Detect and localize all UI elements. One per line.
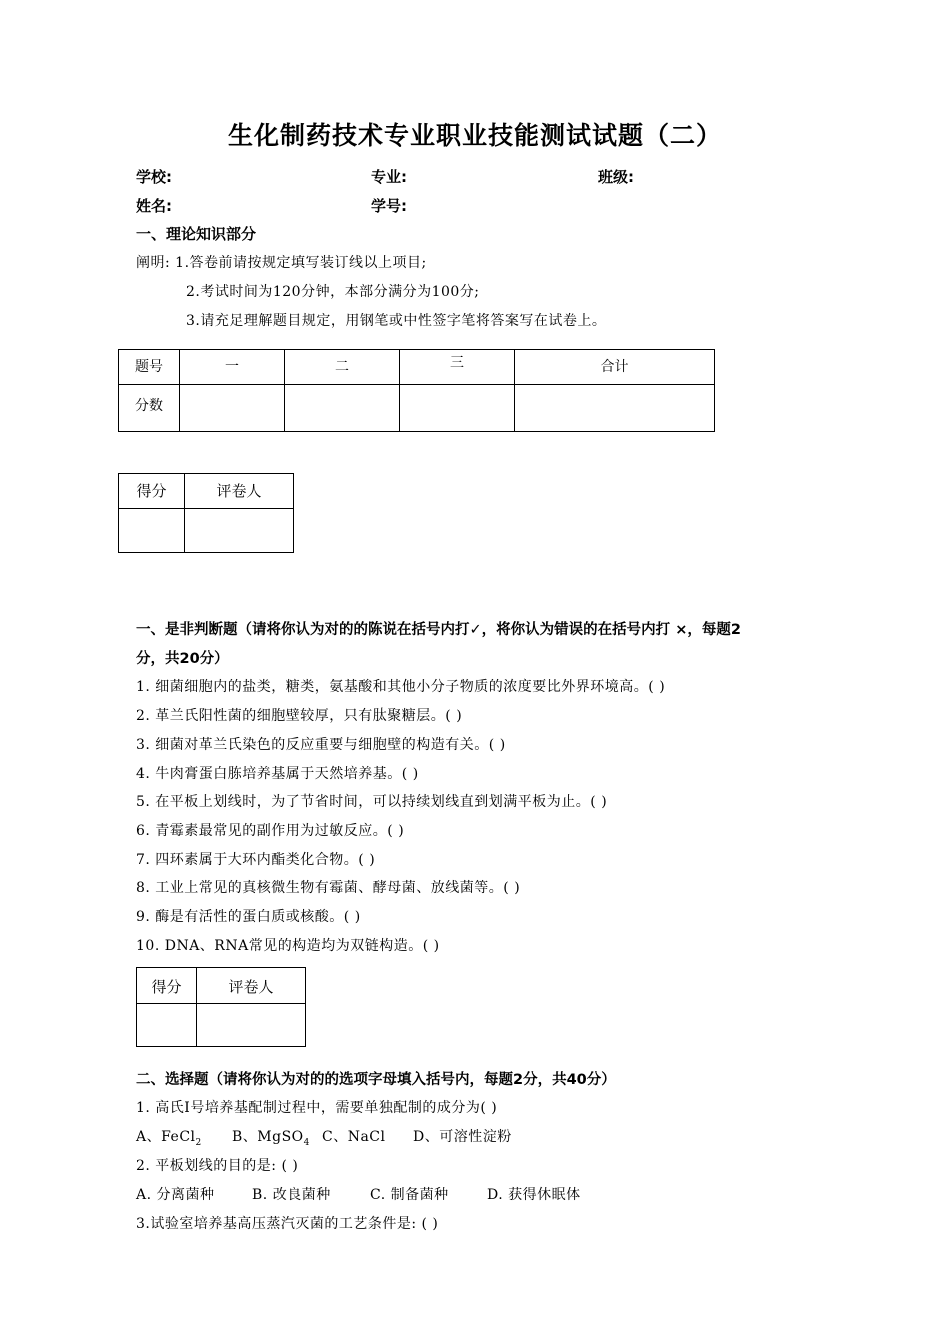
part2-q2-option-b: B. 改良菌种	[252, 1187, 331, 1203]
part2-question-1: 1. 高氏Ⅰ号培养基配制过程中，需要单独配制的成分为( )	[136, 1100, 498, 1116]
part1-item: 2. 革兰氏阳性菌的细胞壁较厚，只有肽聚糖层。( )	[136, 708, 463, 724]
grader-box-grader-cell[interactable]	[197, 1004, 306, 1047]
option-subscript: 2	[195, 1137, 202, 1148]
note-3: 3.请充足理解题目规定，用钢笔或中性签字笔将答案写在试卷上。	[186, 313, 607, 329]
note-2: 2.考试时间为120分钟，本部分满分为100分;	[186, 284, 480, 300]
section-theory-heading: 一、理论知识部分	[136, 225, 257, 243]
page-title: 生化制药技术专业职业技能测试试题（二）	[227, 121, 722, 150]
part2-question-3: 3.试验室培养基高压蒸汽灭菌的工艺条件是: ( )	[136, 1216, 439, 1232]
grader-box-grader-label: 评卷人	[185, 474, 294, 509]
part1-item: 8. 工业上常见的真核微生物有霉菌、酵母菌、放线菌等。( )	[136, 880, 521, 896]
score-cell[interactable]	[180, 385, 285, 432]
grader-box	[118, 473, 294, 553]
student-id-label: 学号:	[371, 197, 407, 215]
score-cell[interactable]	[515, 385, 715, 432]
score-table-header-cell: 题号	[119, 350, 180, 385]
major-label: 专业:	[371, 168, 407, 186]
part2-q1-option-b	[232, 1126, 310, 1148]
school-label: 学校:	[136, 168, 172, 186]
grader-box-grader-label: 评卷人	[197, 968, 306, 1004]
option-text: A、FeCl	[136, 1129, 196, 1145]
grader-box-score-label: 得分	[137, 968, 197, 1004]
score-cell[interactable]	[400, 385, 515, 432]
name-label: 姓名:	[136, 197, 172, 215]
class-label: 班级:	[598, 168, 634, 186]
grader-box-score-cell[interactable]	[119, 509, 185, 553]
part2-q1-option-a	[136, 1126, 202, 1148]
part2-q1-option-d: D、可溶性淀粉	[413, 1129, 512, 1145]
score-table-row-label: 分数	[119, 385, 180, 432]
part1-item: 6. 青霉素最常见的副作用为过敏反应。( )	[136, 823, 405, 839]
part1-item: 9. 酶是有活性的蛋白质或核酸。( )	[136, 909, 361, 925]
grader-box	[136, 967, 306, 1047]
score-table-header-cell: 二	[285, 350, 400, 385]
grader-box-grader-cell[interactable]	[185, 509, 294, 553]
part1-heading-line2: 分，共20分）	[136, 651, 229, 667]
part1-item: 1. 细菌细胞内的盐类，糖类，氨基酸和其他小分子物质的浓度要比外界环境高。( )	[136, 679, 666, 695]
part2-heading: 二、选择题（请将你认为对的的选项字母填入括号内，每题2分，共40分）	[136, 1072, 616, 1088]
grader-box-score-label: 得分	[119, 474, 185, 509]
score-cell[interactable]	[285, 385, 400, 432]
part1-item: 10. DNA、RNA常见的构造均为双链构造。( )	[136, 938, 440, 954]
option-text: B、MgSO	[232, 1129, 304, 1145]
grader-box-score-cell[interactable]	[137, 1004, 197, 1047]
score-table-header-cell: 合计	[515, 350, 715, 385]
part1-heading-line1: 一、是非判断题（请将你认为对的的陈说在括号内打✓，将你认为错误的在括号内打 ×，每题2	[136, 622, 741, 638]
score-table-header-cell: 一	[180, 350, 285, 385]
score-table	[118, 349, 715, 432]
part1-item: 7. 四环素属于大环内酯类化合物。( )	[136, 852, 376, 868]
part2-question-2: 2. 平板划线的目的是: ( )	[136, 1158, 299, 1174]
note-1: 阐明: 1.答卷前请按规定填写装订线以上项目;	[136, 255, 427, 271]
part1-item: 3. 细菌对革兰氏染色的反应重要与细胞壁的构造有关。( )	[136, 737, 506, 753]
part2-q1-option-c: C、NaCl	[322, 1129, 386, 1145]
part2-q2-option-a: A. 分离菌种	[136, 1187, 215, 1203]
part2-q2-option-d: D. 获得休眠体	[487, 1187, 581, 1203]
part2-q2-option-c: C. 制备菌种	[370, 1187, 449, 1203]
score-table-header-cell: 三	[400, 350, 515, 385]
part1-item: 5. 在平板上划线时，为了节省时间，可以持续划线直到划满平板为止。( )	[136, 794, 608, 810]
option-subscript: 4	[303, 1137, 310, 1148]
part1-item: 4. 牛肉膏蛋白胨培养基属于天然培养基。( )	[136, 766, 419, 782]
